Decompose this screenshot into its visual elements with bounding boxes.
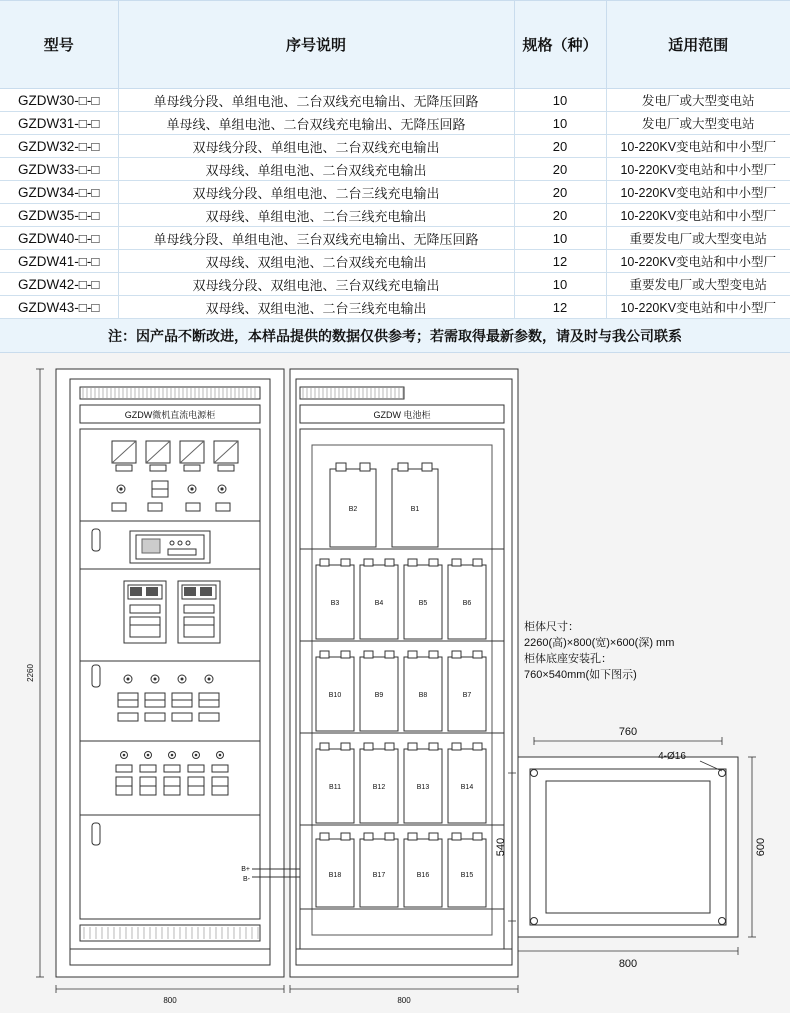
- table-body: [0, 89, 790, 319]
- height-dim-label: 2260: [26, 664, 35, 682]
- column-header-scope: 适用范围: [606, 1, 790, 89]
- cell-scope: 10-220KV变电站和中小型厂: [606, 250, 790, 273]
- table-footnote: 注：因产品不断改进，本样品提供的数据仅供参考；若需取得最新参数，请及时与我公司联系: [0, 319, 790, 353]
- dim-note-line-2: 2260(高)×800(宽)×600(深) mm: [524, 637, 675, 649]
- battery-label: B5: [418, 600, 428, 607]
- table-row: [0, 296, 790, 319]
- battery-terminal: [364, 833, 373, 840]
- battery-terminal: [341, 559, 350, 566]
- cell-scope: 重要发电厂或大型变电站: [606, 227, 790, 250]
- cell-spec-count: 20: [514, 158, 606, 181]
- cell-model: GZDW41-□-□: [0, 250, 118, 273]
- battery-label: B7: [462, 692, 472, 699]
- battery-label: B10: [328, 692, 342, 699]
- base-plan-right-dim-label: 600: [755, 837, 767, 857]
- battery-label: B14: [460, 784, 474, 791]
- battery-label: B12: [372, 784, 386, 791]
- cell-spec-count: 10: [514, 273, 606, 296]
- cell-scope: 发电厂或大型变电站: [606, 112, 790, 135]
- battery-label: B15: [460, 872, 474, 879]
- table-row: [0, 204, 790, 227]
- battery-cabinet-base: [296, 949, 512, 965]
- battery-terminal: [422, 463, 432, 471]
- dim-note-line-3: 柜体底座安装孔：: [524, 653, 612, 665]
- battery-terminal: [320, 559, 329, 566]
- cell-model: GZDW34-□-□: [0, 181, 118, 204]
- battery-terminal: [452, 833, 461, 840]
- drawing-canvas: [0, 353, 790, 1013]
- battery-terminal: [336, 463, 346, 471]
- table-row: [0, 250, 790, 273]
- hmi-display-area: [142, 539, 160, 553]
- battery-label: B9: [374, 692, 384, 699]
- cell-description: 双母线、双组电池、二台三线充电输出: [118, 296, 514, 319]
- cell-model: GZDW32-□-□: [0, 135, 118, 158]
- table-row: [0, 181, 790, 204]
- table-head: [0, 1, 790, 89]
- cell-scope: 10-220KV变电站和中小型厂: [606, 135, 790, 158]
- cell-model: GZDW30-□-□: [0, 89, 118, 112]
- battery-terminal: [408, 743, 417, 750]
- base-plan-bottom-dim-label: 800: [618, 958, 638, 970]
- battery-label: B17: [372, 872, 386, 879]
- battery-terminal: [364, 559, 373, 566]
- power-cabinet-title: GZDW微机直流电源柜: [124, 410, 216, 420]
- cell-scope: 重要发电厂或大型变电站: [606, 273, 790, 296]
- battery-terminal: [473, 833, 482, 840]
- battery-terminal: [429, 651, 438, 658]
- base-plan-left-dim-label: 540: [495, 837, 507, 857]
- cell-scope: 10-220KV变电站和中小型厂: [606, 204, 790, 227]
- cell-spec-count: 12: [514, 296, 606, 319]
- cell-spec-count: 10: [514, 89, 606, 112]
- dim-note-line-1: 柜体尺寸：: [524, 621, 579, 633]
- cell-spec-count: 20: [514, 181, 606, 204]
- cell-description: 双母线、双组电池、二台双线充电输出: [118, 250, 514, 273]
- battery-label: B11: [329, 784, 341, 791]
- table-row: [0, 227, 790, 250]
- battery-cabinet: [252, 369, 518, 977]
- cell-spec-count: 10: [514, 112, 606, 135]
- table-row: [0, 135, 790, 158]
- battery-label: B8: [418, 692, 428, 699]
- table-row: [0, 89, 790, 112]
- cell-description: 双母线分段、单组电池、二台双线充电输出: [118, 135, 514, 158]
- power-cabinet-bottom-vent: [80, 925, 260, 941]
- dim-note-line-4: 760×540mm(如下图示): [524, 669, 637, 681]
- battery-terminal: [320, 743, 329, 750]
- terminal-label-negative: B-: [243, 876, 250, 883]
- power-cabinet-base: [70, 949, 270, 965]
- column-header-model: 型号: [0, 1, 118, 89]
- cell-model: GZDW33-□-□: [0, 158, 118, 181]
- cell-scope: 发电厂或大型变电站: [606, 89, 790, 112]
- battery-label: B16: [416, 872, 430, 879]
- technical-drawing: [0, 353, 790, 1013]
- battery-label: B6: [462, 600, 472, 607]
- cell-model: GZDW40-□-□: [0, 227, 118, 250]
- battery-terminal: [320, 833, 329, 840]
- battery-terminal: [408, 651, 417, 658]
- battery-terminal: [473, 651, 482, 658]
- cell-model: GZDW43-□-□: [0, 296, 118, 319]
- column-header-description: 序号说明: [118, 1, 514, 89]
- cell-description: 双母线、单组电池、二台双线充电输出: [118, 158, 514, 181]
- cell-model: GZDW35-□-□: [0, 204, 118, 227]
- battery-terminal: [385, 743, 394, 750]
- base-plan-opening: [546, 781, 710, 913]
- battery-label: B2: [348, 506, 358, 513]
- cell-model: GZDW31-□-□: [0, 112, 118, 135]
- left-width-dim-label: 800: [163, 996, 177, 1005]
- cell-description: 双母线分段、双组电池、三台双线充电输出: [118, 273, 514, 296]
- battery-terminal: [473, 743, 482, 750]
- hmi-panel: [130, 531, 210, 563]
- power-cabinet: [56, 369, 284, 977]
- table-row: [0, 273, 790, 296]
- battery-terminal: [429, 559, 438, 566]
- battery-terminal: [341, 651, 350, 658]
- cell-description: 双母线、单组电池、二台三线充电输出: [118, 204, 514, 227]
- battery-terminal: [452, 743, 461, 750]
- cell-model: GZDW42-□-□: [0, 273, 118, 296]
- terminal-label-positive: B+: [241, 866, 250, 873]
- mounting-hole-note: 4-Ø16: [658, 751, 686, 762]
- battery-label: B18: [328, 872, 342, 879]
- battery-terminal: [341, 743, 350, 750]
- cell-scope: 10-220KV变电站和中小型厂: [606, 158, 790, 181]
- table-row: [0, 158, 790, 181]
- spec-table: [0, 0, 790, 319]
- battery-label: B1: [410, 506, 420, 513]
- base-plan: [508, 737, 756, 955]
- cell-description: 双母线分段、单组电池、二台三线充电输出: [118, 181, 514, 204]
- battery-terminal: [364, 651, 373, 658]
- battery-label: B13: [416, 784, 430, 791]
- column-header-spec-count: 规格（种）: [514, 1, 606, 89]
- battery-terminal: [385, 559, 394, 566]
- table-header-row: [0, 1, 790, 89]
- cell-description: 单母线分段、单组电池、二台双线充电输出、无降压回路: [118, 89, 514, 112]
- battery-terminal: [408, 833, 417, 840]
- battery-terminal: [452, 559, 461, 566]
- battery-terminal: [429, 833, 438, 840]
- battery-terminal: [341, 833, 350, 840]
- battery-cabinet-title: GZDW 电池柜: [373, 410, 431, 420]
- cell-description: 单母线分段、单组电池、三台双线充电输出、无降压回路: [118, 227, 514, 250]
- cell-scope: 10-220KV变电站和中小型厂: [606, 181, 790, 204]
- cell-spec-count: 12: [514, 250, 606, 273]
- battery-terminal: [408, 559, 417, 566]
- battery-label: B4: [374, 600, 384, 607]
- battery-terminal: [385, 833, 394, 840]
- cell-spec-count: 20: [514, 204, 606, 227]
- battery-terminal: [398, 463, 408, 471]
- cell-scope: 10-220KV变电站和中小型厂: [606, 296, 790, 319]
- power-cabinet-door: [80, 429, 260, 919]
- right-width-dim-label: 800: [397, 996, 411, 1005]
- cabinet-dimension-note: [524, 619, 674, 683]
- battery-terminal: [364, 743, 373, 750]
- battery-terminal: [429, 743, 438, 750]
- battery-cabinet-top-vent: [300, 387, 404, 399]
- cell-spec-count: 20: [514, 135, 606, 158]
- battery-terminal: [452, 651, 461, 658]
- battery-terminal: [473, 559, 482, 566]
- cell-spec-count: 10: [514, 227, 606, 250]
- table-row: [0, 112, 790, 135]
- battery-terminal: [385, 651, 394, 658]
- battery-terminal: [360, 463, 370, 471]
- battery-terminal: [320, 651, 329, 658]
- cell-description: 单母线、单组电池、二台双线充电输出、无降压回路: [118, 112, 514, 135]
- base-plan-top-dim-label: 760: [618, 726, 638, 738]
- battery-label: B3: [330, 600, 340, 607]
